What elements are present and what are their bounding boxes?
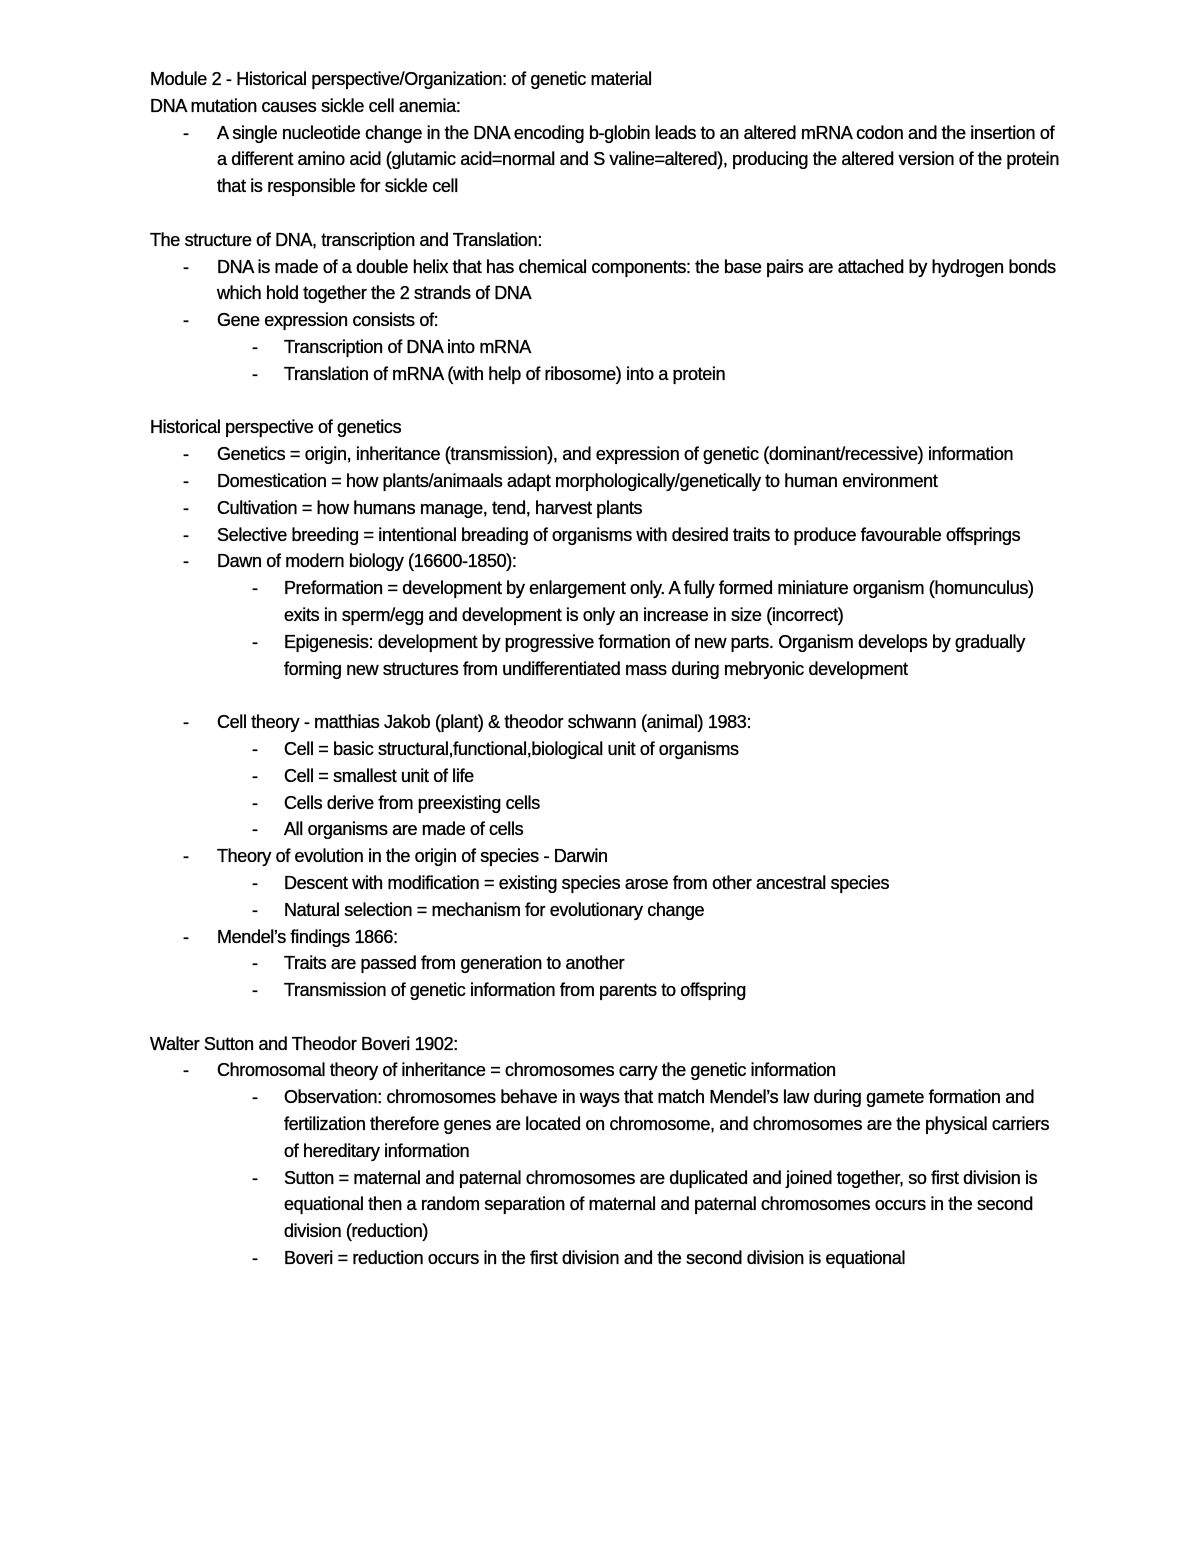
bullet-dash: -: [252, 1167, 258, 1188]
sub-bullet-text: Cell = smallest unit of life: [284, 765, 474, 786]
bullet-item: [150, 709, 1060, 736]
bullet-item: [150, 307, 1060, 334]
bullet-text: Gene expression consists of:: [217, 310, 439, 331]
sub-bullet-text: All organisms are made of cells: [284, 819, 524, 840]
bullet-dash: -: [252, 953, 258, 974]
bullet-dash: -: [252, 578, 258, 599]
bullet-dash: -: [183, 470, 189, 491]
sub-bullet-text: Transcription of DNA into mRNA: [284, 336, 531, 357]
bullet-item: [150, 495, 1060, 522]
sub-bullet-item: [150, 361, 1060, 388]
sub-bullet-text: Epigenesis: development by progressive formation of new parts. Organism develops by gradually forming new structures from undifferentiated mass during mebryonic development: [284, 631, 1025, 679]
sub-bullet-item: [150, 1084, 1060, 1164]
sub-bullet-text: Natural selection = mechanism for evolutionary change: [284, 899, 705, 920]
bullet-dash: -: [183, 551, 189, 572]
sub-bullet-text: Descent with modification = existing species arose from other ancestral species: [284, 872, 890, 893]
bullet-item: [150, 843, 1060, 870]
sub-bullet-item: [150, 897, 1060, 924]
sub-bullet-text: Sutton = maternal and paternal chromosomes are duplicated and joined together, so first division is equational then a random separation of maternal and paternal chromosomes occurs in the second division (reduction): [284, 1167, 1038, 1242]
bullet-text: Genetics = origin, inheritance (transmission), and expression of genetic (dominant/recessive) information: [217, 444, 1014, 465]
bullet-text: Cell theory - matthias Jakob (plant) & theodor schwann (animal) 1983:: [217, 712, 752, 733]
sub-bullet-text: Cell = basic structural,functional,biological unit of organisms: [284, 738, 739, 759]
sub-bullet-text: Preformation = development by enlargement only. A fully formed miniature organism (homunculus) exits in sperm/egg and development is only an increase in size (incorrect): [284, 578, 1034, 625]
bullet-text: Cultivation = how humans manage, tend, harvest plants: [217, 497, 643, 518]
section-heading-sickle-cell: DNA mutation causes sickle cell anemia:: [150, 95, 461, 116]
sub-bullet-text: Cells derive from preexisting cells: [284, 792, 540, 813]
document-title: Module 2 - Historical perspective/Organization: of genetic material: [150, 69, 652, 89]
sub-bullet-text: Boveri = reduction occurs in the first division and the second division is equational: [284, 1248, 906, 1269]
bullet-text: DNA is made of a double helix that has chemical components: the base pairs are attached by hydrogen bonds which hold together the 2 strands of DNA: [217, 256, 1056, 304]
bullet-dash: -: [183, 712, 189, 733]
bullet-dash: -: [252, 336, 258, 357]
blank-line: [150, 682, 1060, 709]
sub-bullet-text: Translation of mRNA (with help of ribosome) into a protein: [284, 363, 726, 384]
bullet-item: [150, 120, 1060, 200]
sub-bullet-item: [150, 575, 1060, 629]
bullet-dash: -: [183, 846, 189, 867]
blank-line: [150, 200, 1060, 227]
bullet-dash: -: [252, 792, 258, 813]
section-heading-historical-perspective: Historical perspective of genetics: [150, 417, 402, 438]
bullet-dash: -: [252, 980, 258, 1001]
bullet-dash: -: [252, 872, 258, 893]
sub-bullet-item: [150, 816, 1060, 843]
bullet-dash: -: [252, 1087, 258, 1108]
bullet-dash: -: [252, 738, 258, 759]
bullet-item: [150, 1057, 1060, 1084]
bullet-dash: -: [183, 310, 189, 331]
bullet-item: [150, 468, 1060, 495]
bullet-dash: -: [183, 1060, 189, 1081]
bullet-item: [150, 522, 1060, 549]
bullet-dash: -: [252, 899, 258, 920]
sub-bullet-item: [150, 1165, 1060, 1245]
sub-bullet-item: [150, 790, 1060, 817]
bullet-text: Domestication = how plants/animaals adapt morphologically/genetically to human environment: [217, 470, 938, 491]
bullet-dash: -: [252, 1248, 258, 1269]
bullet-dash: -: [183, 256, 189, 277]
bullet-text: Selective breeding = intentional breading of organisms with desired traits to produce favourable offsprings: [217, 524, 1021, 545]
sub-bullet-item: [150, 1245, 1060, 1272]
bullet-dash: -: [252, 765, 258, 786]
section-heading-sutton-boveri: Walter Sutton and Theodor Boveri 1902:: [150, 1033, 458, 1054]
sub-bullet-item: [150, 870, 1060, 897]
bullet-dash: -: [183, 524, 189, 545]
bullet-text: Mendel’s findings 1866:: [217, 926, 398, 947]
bullet-dash: -: [252, 631, 258, 652]
sub-bullet-text: Observation: chromosomes behave in ways that match Mendel’s law during gamete formation and fertilization therefore genes are located on chromosome, and chromosomes are the physical carriers of hereditary information: [284, 1087, 1050, 1161]
bullet-item: [150, 548, 1060, 575]
bullet-dash: -: [252, 363, 258, 384]
sub-bullet-item: [150, 629, 1060, 683]
blank-line: [150, 388, 1060, 415]
blank-line: [150, 1004, 1060, 1031]
bullet-item: [150, 254, 1060, 308]
bullet-item: [150, 441, 1060, 468]
document-body: [150, 66, 1060, 1272]
sub-bullet-text: Transmission of genetic information from parents to offspring: [284, 980, 746, 1001]
bullet-text: Dawn of modern biology (16600-1850):: [217, 551, 517, 572]
bullet-dash: -: [252, 819, 258, 840]
sub-bullet-text: Traits are passed from generation to another: [284, 953, 625, 974]
sub-bullet-item: [150, 950, 1060, 977]
bullet-dash: -: [183, 497, 189, 518]
bullet-text: Theory of evolution in the origin of species - Darwin: [217, 846, 608, 867]
sub-bullet-item: [150, 977, 1060, 1004]
section-heading-dna-structure: The structure of DNA, transcription and Translation:: [150, 229, 542, 250]
bullet-dash: -: [183, 122, 189, 143]
bullet-text: A single nucleotide change in the DNA encoding b-globin leads to an altered mRNA codon and the insertion of a different amino acid (glutamic acid=normal and S valine=altered), producing the altered version of the protein that is responsible for sickle cell: [217, 122, 1059, 197]
sub-bullet-item: [150, 763, 1060, 790]
bullet-text: Chromosomal theory of inheritance = chromosomes carry the genetic information: [217, 1060, 836, 1081]
bullet-item: [150, 924, 1060, 951]
sub-bullet-item: [150, 334, 1060, 361]
sub-bullet-item: [150, 736, 1060, 763]
bullet-dash: -: [183, 926, 189, 947]
bullet-dash: -: [183, 444, 189, 465]
